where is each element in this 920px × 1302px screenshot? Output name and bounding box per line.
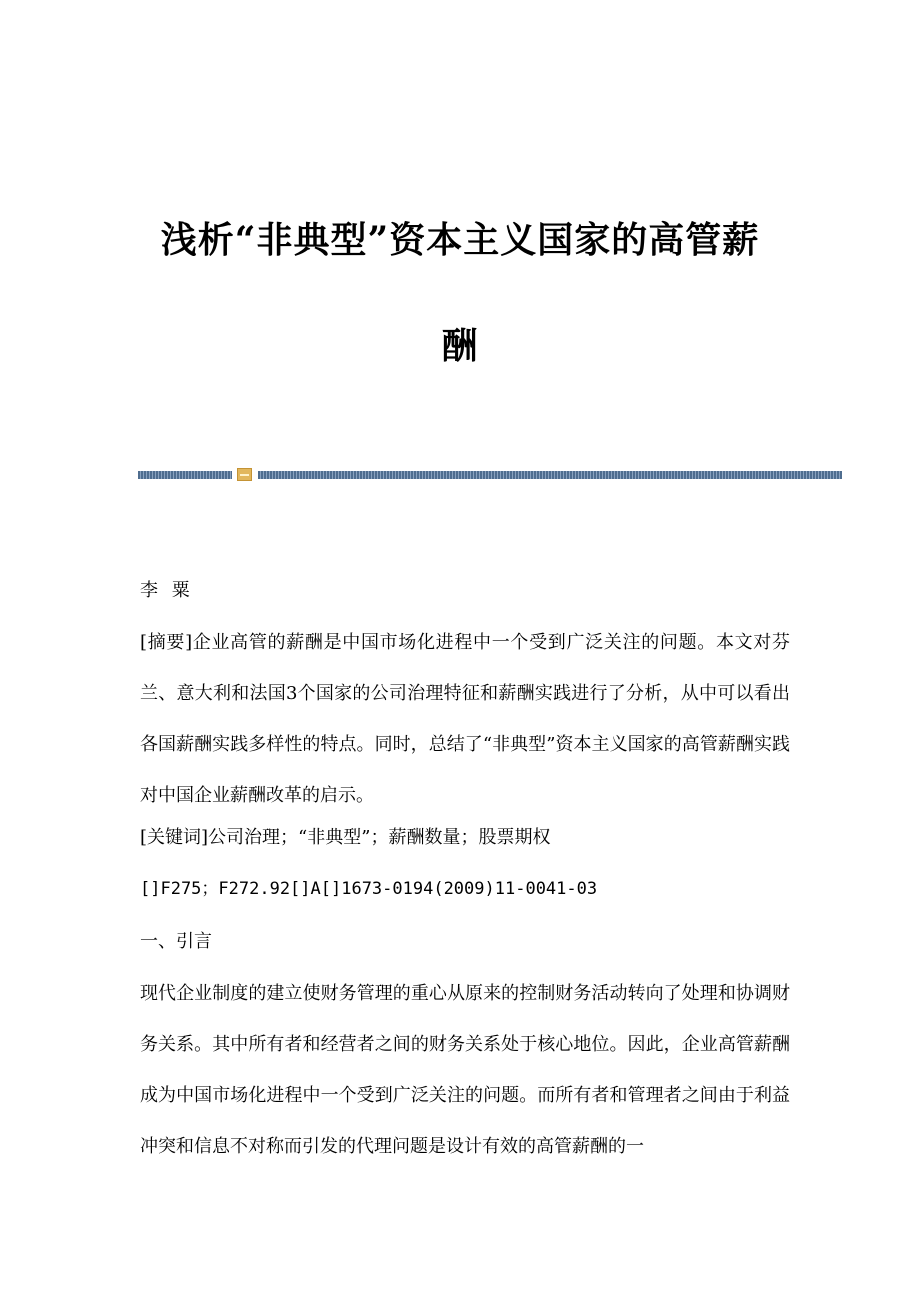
divider-bar-right xyxy=(258,471,842,479)
title-divider xyxy=(138,471,842,479)
abstract-paragraph: [摘要]企业高管的薪酬是中国市场化进程中一个受到广泛关注的问题。本文对芬兰、意大利和法国3个国家的公司治理特征和薪酬实践进行了分析，从中可以看出各国薪酬实践多样性的特点。同时，总结了“非典型”资本主义国家的高管薪酬实践对中国企业薪酬改革的启示。 xyxy=(140,632,790,806)
divider-bar-left xyxy=(138,471,232,479)
body-paragraph: 现代企业制度的建立使财务管理的重心从原来的控制财务活动转向了处理和协调财务关系。其中所有者和经营者之间的财务关系处于核心地位。因此，企业高管薪酬成为中国市场化进程中一个受到广泛关注的问题。而所有者和管理者之间由于利益冲突和信息不对称而引发的代理问题是设计有效的高管薪酬的一 xyxy=(140,983,790,1157)
classification-line: []F275；F272.92[]A[]1673-0194(2009)11-0041-03 xyxy=(140,879,598,899)
keywords-line: [关键词]公司治理；“非典型”；薪酬数量；股票期权 xyxy=(140,827,551,848)
section-heading: 一、引言 xyxy=(140,931,212,952)
author-name: 李 粟 xyxy=(140,580,194,601)
document-title-line-2: 酬 xyxy=(441,325,479,367)
document-title-line-1: 浅析“非典型”资本主义国家的高管薪 xyxy=(160,219,760,261)
divider-ornament-icon xyxy=(237,468,252,481)
